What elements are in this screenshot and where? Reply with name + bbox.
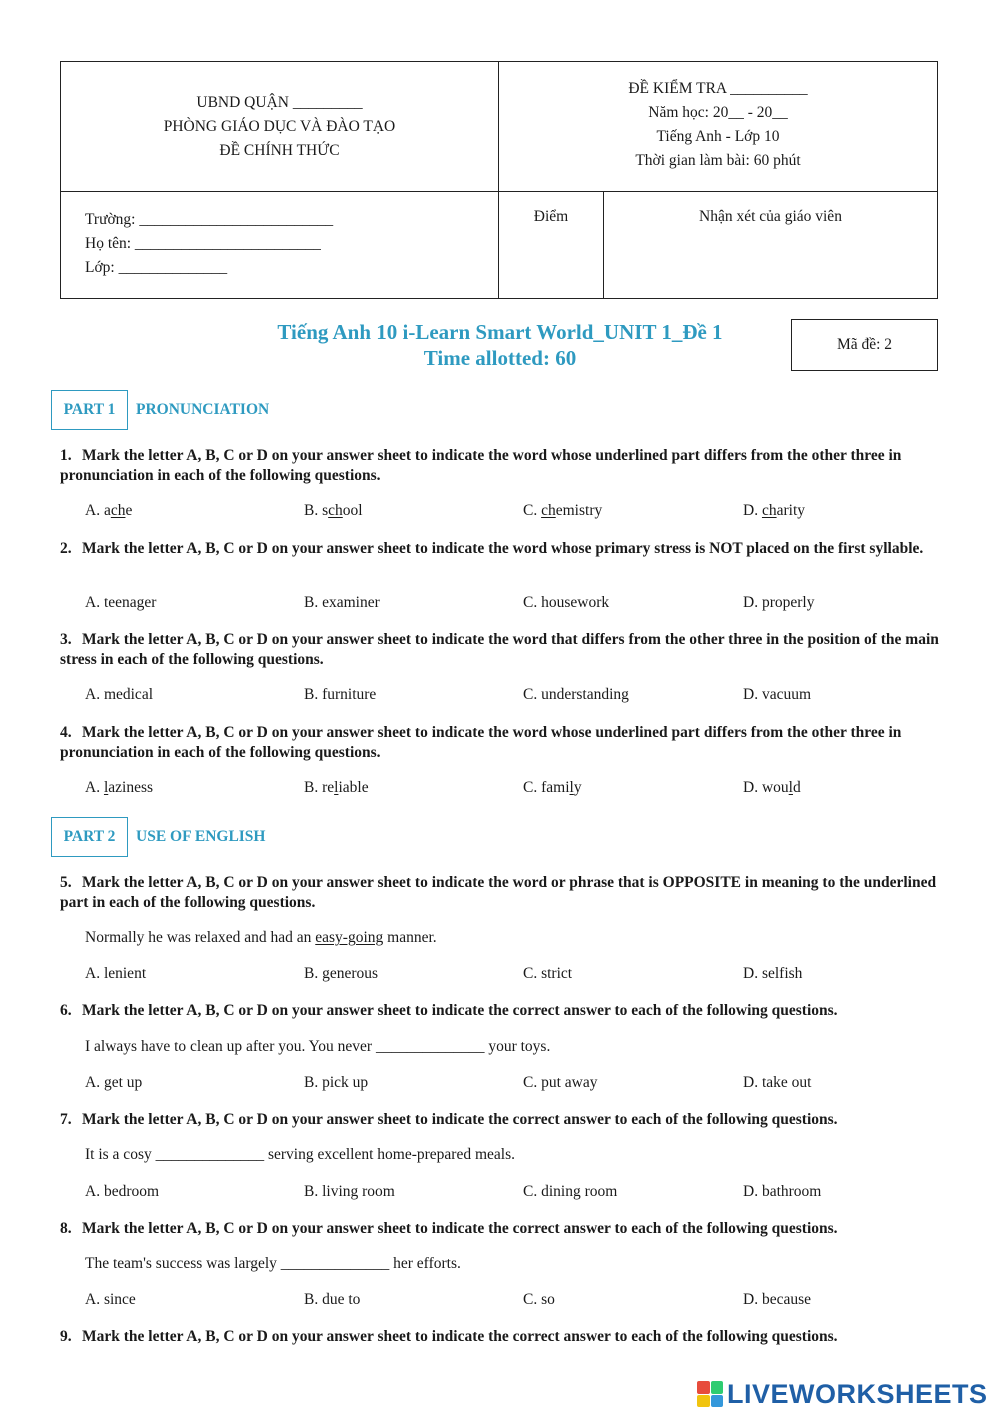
question-3-instruction: 3. Mark the letter A, B, C or D on your answer sheet to indicate the word that differs from the other three in the position of the main stress in each of the following questions.	[60, 631, 939, 668]
q3-option-c[interactable]: C. understanding	[523, 686, 629, 703]
part-2-label: PART 2	[51, 817, 128, 857]
part-1-name: PRONUNCIATION	[136, 401, 270, 418]
exam-code-box: Mã đề: 2	[791, 319, 938, 371]
logo-tile-green	[711, 1381, 724, 1394]
question-8-stem: The team's success was largely ______________ her efforts.	[85, 1255, 461, 1272]
score-label: Điểm	[533, 208, 569, 225]
logo-tile-red	[697, 1381, 710, 1394]
liveworksheets-logo-icon	[697, 1381, 723, 1407]
header-department: PHÒNG GIÁO DỤC VÀ ĐÀO TẠO	[163, 118, 396, 135]
q7-option-c[interactable]: C. dining room	[523, 1183, 618, 1200]
q3-option-b[interactable]: B. furniture	[304, 686, 377, 703]
score-cell	[499, 192, 604, 298]
comment-cell	[604, 192, 937, 298]
name-field[interactable]: Họ tên: ________________________	[85, 235, 321, 252]
q1-option-d[interactable]: D. charity	[743, 502, 805, 519]
q5-option-c[interactable]: C. strict	[523, 965, 573, 982]
part-2-name: USE OF ENGLISH	[136, 828, 266, 845]
comment-label: Nhận xét của giáo viên	[699, 208, 842, 225]
logo-tile-blue	[711, 1395, 724, 1408]
q4-option-b[interactable]: B. reliable	[304, 779, 369, 796]
liveworksheets-logo-text: LIVEWORKSHEETS	[727, 1378, 988, 1409]
q2-option-a[interactable]: A. teenager	[85, 594, 157, 611]
question-1-instruction: 1. Mark the letter A, B, C or D on your answer sheet to indicate the word whose underlined part differs from the other three in pronunciation in each of the following questions.	[60, 447, 902, 484]
question-5-stem: Normally he was relaxed and had an easy-going manner.	[85, 929, 437, 946]
liveworksheets-logo[interactable]	[697, 1378, 988, 1410]
q6-option-c[interactable]: C. put away	[523, 1074, 598, 1091]
q3-option-d[interactable]: D. vacuum	[743, 686, 812, 703]
time-allotted: Time allotted: 60	[423, 346, 577, 370]
header-district: UBND QUẬN _________	[196, 94, 363, 111]
q4-option-d[interactable]: D. would	[743, 779, 801, 796]
q7-option-d[interactable]: D. bathroom	[743, 1183, 822, 1200]
q4-option-a[interactable]: A. laziness	[85, 779, 154, 796]
q2-option-d[interactable]: D. properly	[743, 594, 815, 611]
q8-option-b[interactable]: B. due to	[304, 1291, 361, 1308]
q1-option-c[interactable]: C. chemistry	[523, 502, 603, 519]
q6-option-b[interactable]: B. pick up	[304, 1074, 369, 1091]
question-5-instruction: 5. Mark the letter A, B, C or D on your answer sheet to indicate the word or phrase that is OPPOSITE in meaning to the underlined part in each of the following questions.	[60, 874, 937, 911]
question-9-instruction: 9. Mark the letter A, B, C or D on your answer sheet to indicate the correct answer to each of the following questions.	[60, 1328, 838, 1345]
header-table	[60, 61, 938, 299]
header-exam-info	[499, 62, 937, 192]
q5-option-a[interactable]: A. lenient	[85, 965, 147, 982]
q6-option-a[interactable]: A. get up	[85, 1074, 143, 1091]
question-7-stem: It is a cosy ______________ serving excellent home-prepared meals.	[85, 1146, 516, 1163]
q1-option-a[interactable]: A. ache	[85, 502, 133, 519]
header-school-year: Năm học: 20__ - 20__	[648, 104, 788, 121]
q8-option-c[interactable]: C. so	[523, 1291, 555, 1308]
class-field[interactable]: Lớp: ______________	[85, 259, 228, 276]
q4-option-c[interactable]: C. family	[523, 779, 582, 796]
question-2-instruction: 2. Mark the letter A, B, C or D on your answer sheet to indicate the word whose primary stress is NOT placed on the first syllable.	[60, 540, 924, 557]
question-8-instruction: 8. Mark the letter A, B, C or D on your answer sheet to indicate the correct answer to each of the following questions.	[60, 1220, 838, 1237]
student-info	[61, 192, 499, 298]
question-6-instruction: 6. Mark the letter A, B, C or D on your answer sheet to indicate the correct answer to each of the following questions.	[60, 1002, 838, 1019]
q6-option-d[interactable]: D. take out	[743, 1074, 812, 1091]
header-subject: Tiếng Anh - Lớp 10	[656, 128, 780, 145]
school-field[interactable]: Trường: _________________________	[85, 211, 334, 228]
q8-option-d[interactable]: D. because	[743, 1291, 811, 1308]
logo-tile-yellow	[697, 1395, 710, 1408]
header-authority	[61, 62, 499, 192]
question-6-stem: I always have to clean up after you. You never ______________ your toys.	[85, 1038, 551, 1055]
q3-option-a[interactable]: A. medical	[85, 686, 154, 703]
q2-option-b[interactable]: B. examiner	[304, 594, 380, 611]
question-7-instruction: 7. Mark the letter A, B, C or D on your answer sheet to indicate the correct answer to each of the following questions.	[60, 1111, 838, 1128]
header-duration: Thời gian làm bài: 60 phút	[635, 152, 801, 169]
header-exam-title: ĐỀ KIỂM TRA __________	[628, 80, 808, 97]
q7-option-a[interactable]: A. bedroom	[85, 1183, 160, 1200]
header-official-label: ĐỀ CHÍNH THỨC	[219, 142, 340, 159]
part-1-label: PART 1	[51, 390, 128, 430]
q8-option-a[interactable]: A. since	[85, 1291, 136, 1308]
q1-option-b[interactable]: B. school	[304, 502, 363, 519]
q7-option-b[interactable]: B. living room	[304, 1183, 395, 1200]
question-4-instruction: 4. Mark the letter A, B, C or D on your answer sheet to indicate the word whose underlined part differs from the other three in pronunciation in each of the following questions.	[60, 724, 902, 761]
q5-option-d[interactable]: D. selfish	[743, 965, 803, 982]
worksheet-title: Tiếng Anh 10 i-Learn Smart World_UNIT 1_Đề 1	[277, 320, 723, 344]
q2-option-c[interactable]: C. housework	[523, 594, 610, 611]
q5-option-b[interactable]: B. generous	[304, 965, 379, 982]
